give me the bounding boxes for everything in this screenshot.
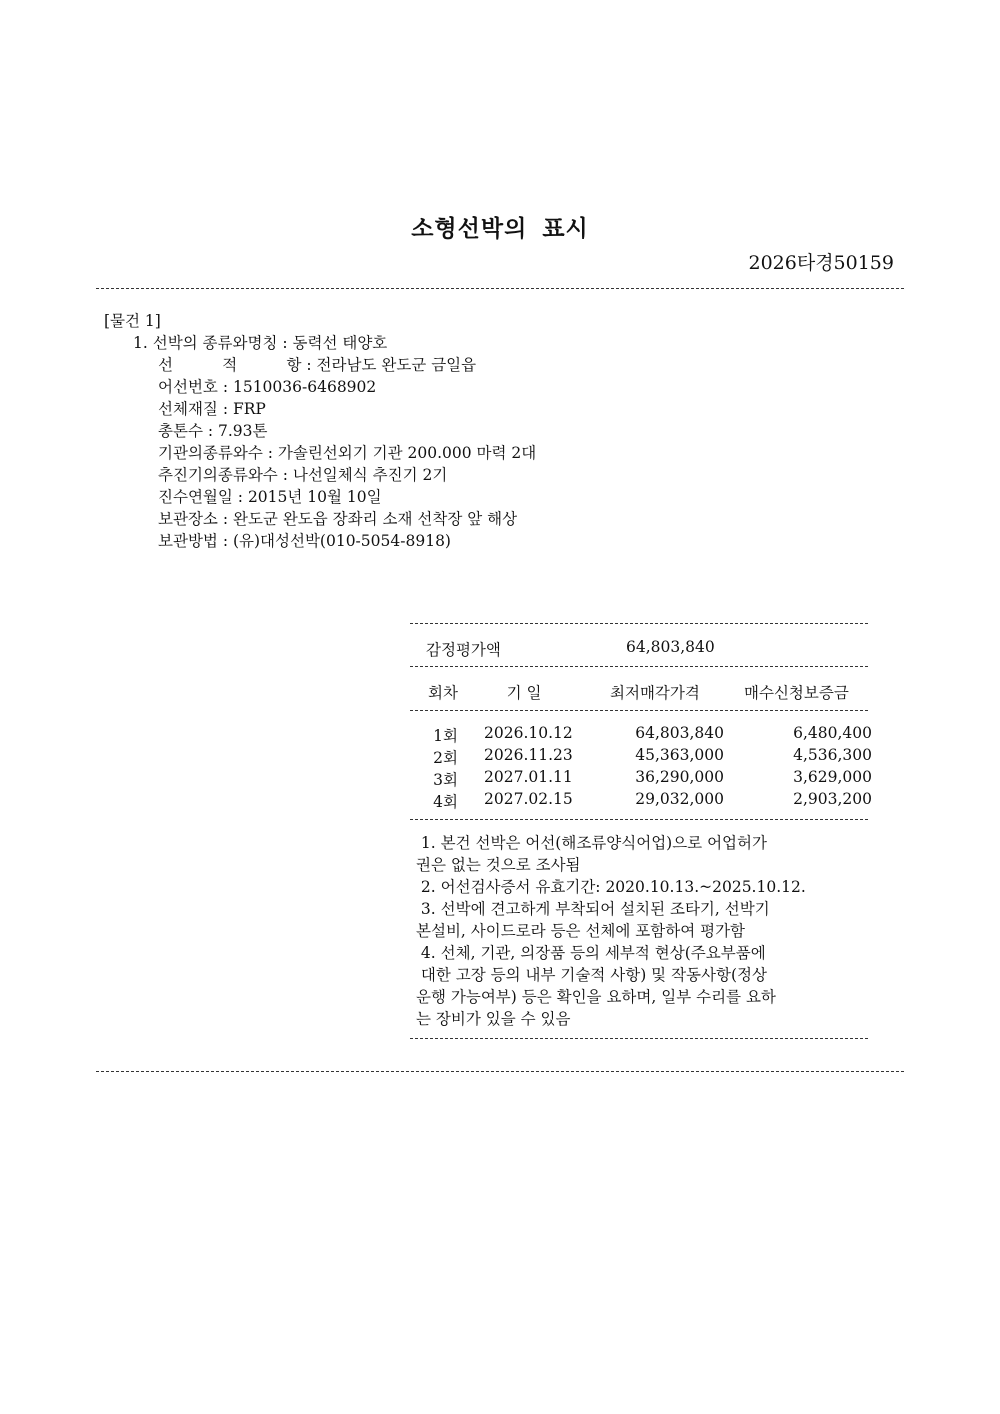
notes-block: [416, 832, 866, 1030]
min-price-cell: 64,803,840: [635, 724, 724, 742]
item-line-hull-material: 선체재질 : FRP: [158, 400, 266, 418]
item-line-launch-date: 진수연월일 : 2015년 10월 10일: [158, 488, 382, 506]
date-cell: 2026.10.12: [484, 724, 573, 742]
round-cell: 3회: [433, 771, 458, 789]
item-line-storage-place: 보관장소 : 완도군 완도읍 장좌리 소재 선착장 앞 해상: [158, 510, 518, 528]
item-line-fishing-number: 어선번호 : 1510036-6468902: [158, 378, 377, 396]
note-line: 운행 가능여부) 등은 확인을 요하며, 일부 수리를 요하: [416, 988, 776, 1006]
top-dashed-divider: [96, 288, 904, 289]
page-title: 소형선박의 표시: [411, 216, 589, 242]
note-line: 본설비, 사이드로라 등은 선체에 포함하여 평가함: [416, 922, 746, 940]
item-line-storage-method: 보관방법 : (유)대성선박(010-5054-8918): [158, 532, 451, 550]
note-line: 2. 어선검사증서 유효기간: 2020.10.13.~2025.10.12.: [416, 878, 806, 896]
min-price-cell: 29,032,000: [635, 790, 724, 808]
deposit-cell: 2,903,200: [793, 790, 872, 808]
item-line-engine: 기관의종류와수 : 가솔린선외기 기관 200.000 마력 2대: [158, 444, 537, 462]
column-header-deposit: 매수신청보증금: [744, 684, 849, 702]
item-line-vessel-name: 1. 선박의 종류와명칭 : 동력선 태양호: [133, 334, 388, 352]
note-line: 대한 고장 등의 내부 기술적 사항) 및 작동사항(정상: [416, 966, 767, 984]
appraisal-value: 64,803,840: [626, 638, 715, 656]
deposit-cell: 4,536,300: [793, 746, 872, 764]
box-divider: [410, 666, 868, 667]
item-line-port: 선 적 항 : 전라남도 완도군 금일읍: [158, 356, 477, 374]
date-cell: 2026.11.23: [484, 746, 573, 764]
item-line-tonnage: 총톤수 : 7.93톤: [158, 422, 268, 440]
note-line: 는 장비가 있을 수 있음: [416, 1010, 571, 1028]
round-cell: 4회: [433, 793, 458, 811]
note-line: 1. 본건 선박은 어선(해조류양식어업)으로 어업허가: [416, 834, 767, 852]
appraisal-label: 감정평가액: [426, 641, 501, 659]
box-divider: [410, 710, 868, 711]
date-cell: 2027.02.15: [484, 790, 573, 808]
case-number: 2026타경50159: [748, 252, 894, 274]
deposit-cell: 6,480,400: [793, 724, 872, 742]
column-header-round: 회차: [428, 684, 458, 702]
deposit-cell: 3,629,000: [793, 768, 872, 786]
column-header-min-price: 최저매각가격: [610, 684, 700, 702]
box-divider: [410, 623, 868, 624]
box-divider: [410, 819, 868, 820]
min-price-cell: 36,290,000: [635, 768, 724, 786]
box-divider: [410, 1038, 868, 1039]
date-cell: 2027.01.11: [484, 768, 573, 786]
note-line: 3. 선박에 견고하게 부착되어 설치된 조타기, 선박기: [416, 900, 770, 918]
round-cell: 2회: [433, 749, 458, 767]
note-line: 4. 선체, 기관, 의장품 등의 세부적 현상(주요부품에: [416, 944, 766, 962]
item-line-propeller: 추진기의종류와수 : 나선일체식 추진기 2기: [158, 466, 448, 484]
note-line: 권은 없는 것으로 조사됨: [416, 856, 581, 874]
item-header: [물건 1]: [104, 312, 161, 330]
column-header-date: 기 일: [506, 684, 542, 702]
bottom-dashed-divider: [96, 1071, 904, 1072]
round-cell: 1회: [433, 727, 458, 745]
min-price-cell: 45,363,000: [635, 746, 724, 764]
